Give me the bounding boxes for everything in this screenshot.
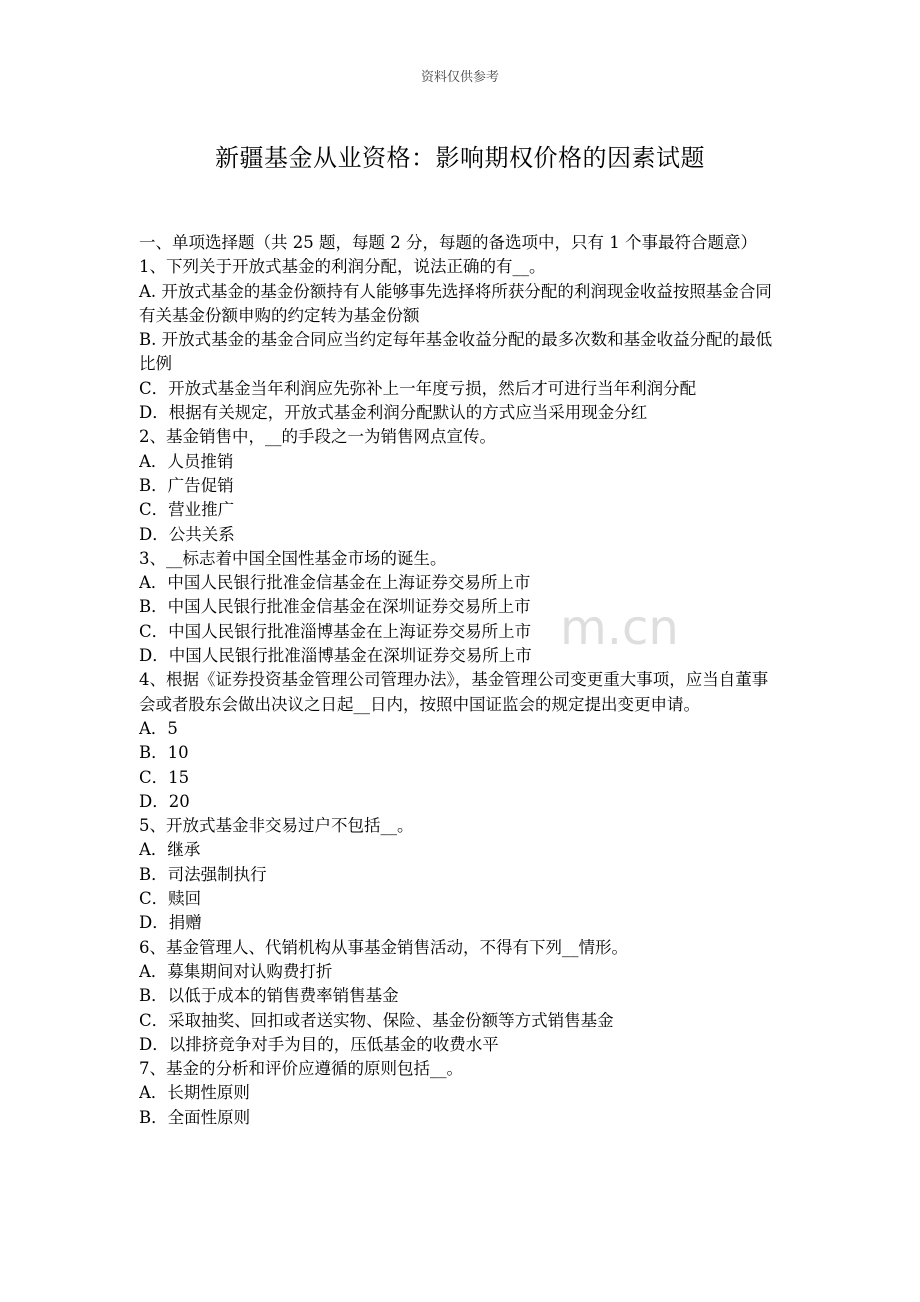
question-option: B. 开放式基金的基金合同应当约定每年基金收益分配的最多次数和基金收益分配的最低比例 <box>139 330 773 374</box>
question-option: B．司法强制执行 <box>139 864 267 884</box>
question-option: C．15 <box>139 767 190 787</box>
question-option: B．10 <box>139 743 189 763</box>
question-option: B．全面性原则 <box>139 1107 251 1127</box>
question-option: C．采取抽奖、回扣或者送实物、保险、基金份额等方式销售基金 <box>139 1010 614 1030</box>
question-option: D．20 <box>139 791 190 811</box>
question-option: A．中国人民银行批准金信基金在上海证券交易所上市 <box>139 573 531 593</box>
question-option: C．营业推广 <box>139 500 235 520</box>
question-option: C．开放式基金当年利润应先弥补上一年度亏损，然后才可进行当年利润分配 <box>139 378 697 398</box>
question-option: D．根据有关规定，开放式基金利润分配默认的方式应当采用现金分红 <box>139 403 648 423</box>
question-option: C．中国人民银行批准淄博基金在上海证券交易所上市 <box>139 621 532 641</box>
question-stem: 3、__标志着中国全国性基金市场的诞生。 <box>139 548 447 568</box>
section-heading: 一、单项选择题（共 25 题，每题 2 分，每题的备选项中，只有 1 个事最符合题意） <box>139 233 757 252</box>
question-stem: 1、下列关于开放式基金的利润分配，说法正确的有__。 <box>139 257 546 277</box>
watermark: m.cn <box>560 600 679 656</box>
question-stem: 5、开放式基金非交易过户不包括__。 <box>139 816 414 836</box>
question-list <box>139 231 783 1130</box>
question-option: A．5 <box>139 718 178 738</box>
question-option: A．人员推销 <box>139 451 234 471</box>
question-stem: 6、基金管理人、代销机构从事基金销售活动，不得有下列__情形。 <box>139 937 628 957</box>
question-option: A．募集期间对认购费打折 <box>139 961 333 981</box>
question-stem: 4、根据《证券投资基金管理公司管理办法》，基金管理公司变更重大事项，应当自董事会或者股东会做出决议之日起__日内，按照中国证监会的规定提出变更申请。 <box>139 670 769 714</box>
question-option: D．捐赠 <box>139 913 202 933</box>
question-stem: 2、基金销售中，__的手段之一为销售网点宣传。 <box>139 427 496 447</box>
question-option: B．广告促销 <box>139 475 234 495</box>
question-option: A. 开放式基金的基金份额持有人能够事先选择将所获分配的利润现金收益按照基金合同有关基金份额申购的约定转为基金份额 <box>139 281 772 325</box>
question-option: C．赎回 <box>139 889 202 909</box>
question-option: A．继承 <box>139 840 201 860</box>
page-title: 新疆基金从业资格：影响期权价格的因素试题 <box>215 144 705 172</box>
question-option: A．长期性原则 <box>139 1083 250 1103</box>
question-option: B．以低于成本的销售费率销售基金 <box>139 986 399 1006</box>
header-note: 资料仅供参考 <box>420 70 499 85</box>
question-option: D．以排挤竞争对手为目的，压低基金的收费水平 <box>139 1034 499 1054</box>
question-option: B．中国人民银行批准金信基金在深圳证券交易所上市 <box>139 597 531 617</box>
question-option: D．公共关系 <box>139 524 235 544</box>
question-option: D．中国人民银行批准淄博基金在深圳证券交易所上市 <box>139 646 532 666</box>
question-stem: 7、基金的分析和评价应遵循的原则包括__。 <box>139 1059 463 1079</box>
